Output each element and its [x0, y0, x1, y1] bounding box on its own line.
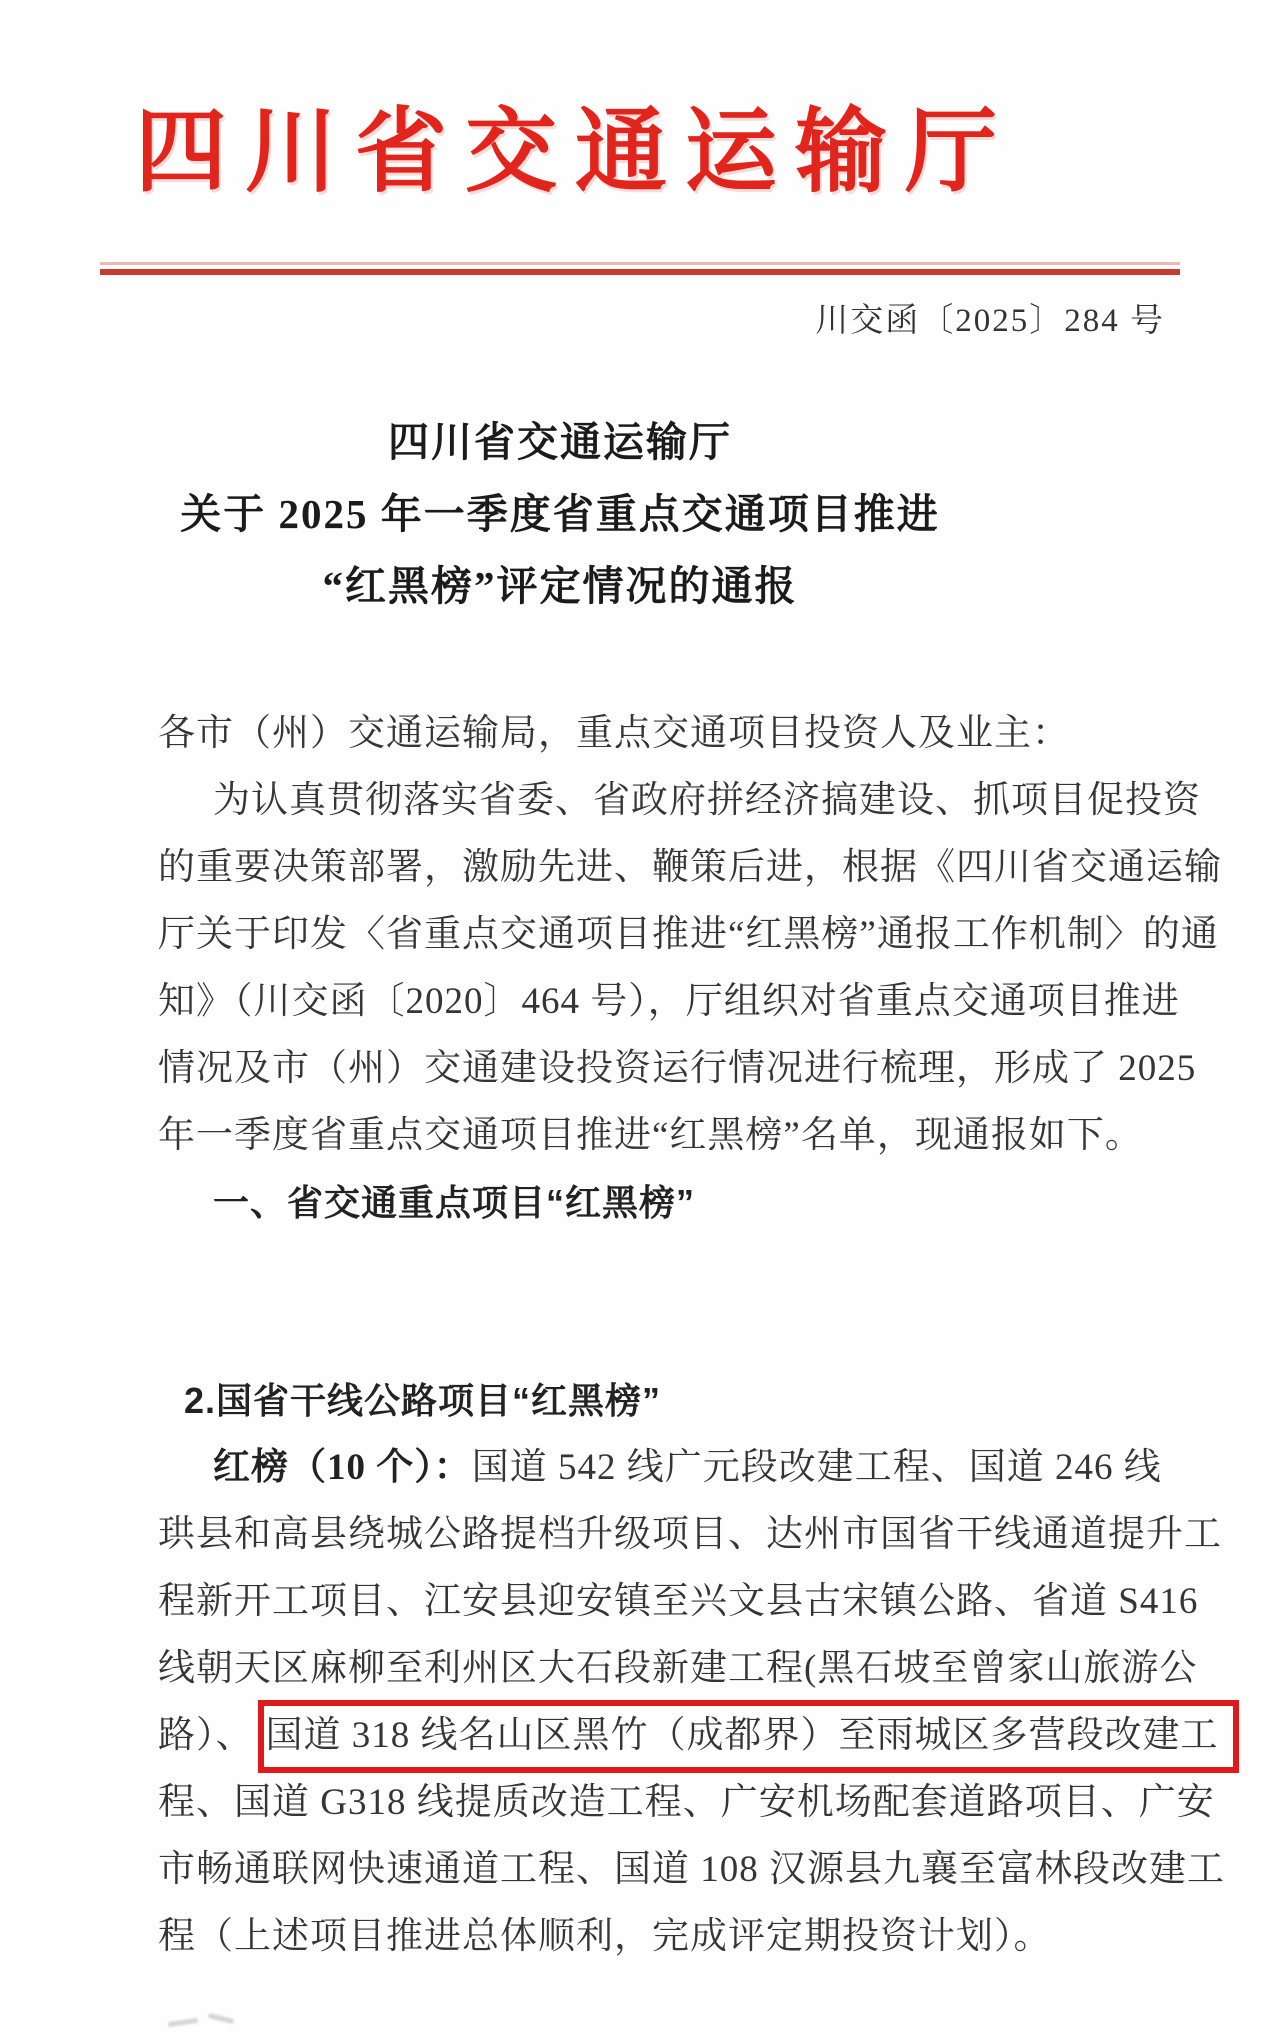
- salutation: 各市（州）交通运输局，重点交通项目投资人及业主：: [158, 713, 1070, 754]
- document-number: 川交函〔2025〕284 号: [815, 303, 1165, 339]
- red-list-line: 程新开工项目、江安县迎安镇至兴文县古宋镇公路、省道 S416: [158, 1581, 1199, 1622]
- red-list-line: 市畅通联网快速通道工程、国道 108 汉源县九襄至富林段改建工: [158, 1849, 1225, 1890]
- red-list-line: 程（上述项目推进总体顺利，完成评定期投资计划）。: [158, 1916, 1052, 1957]
- title-line-1: 四川省交通运输厅: [388, 419, 732, 465]
- red-list-line: 程、国道 G318 线提质改造工程、广安机场配套道路项目、广安: [158, 1782, 1215, 1823]
- red-list-line: 珙县和高县绕城公路提档升级项目、达州市国省干线通道提升工: [158, 1514, 1222, 1555]
- title-line-2: 关于 2025 年一季度省重点交通项目推进: [180, 491, 940, 537]
- paragraph-line: 的重要决策部署，激励先进、鞭策后进，根据《四川省交通运输: [158, 847, 1222, 888]
- red-list-line: 线朝天区麻柳至利州区大石段新建工程(黑石坡至曾家山旅游公: [158, 1648, 1198, 1689]
- cutoff-text-fragment: [168, 2010, 258, 2034]
- paragraph-line: 知》（川交函〔2020〕464 号），厅组织对省重点交通项目推进: [158, 981, 1180, 1022]
- masthead-divider-rule: [100, 262, 1180, 275]
- paragraph-line: 为认真贯彻落实省委、省政府拼经济搞建设、抓项目促投资: [213, 780, 1201, 821]
- red-list-label: 红榜（10 个）：: [213, 1447, 472, 1488]
- red-list-line-highlighted: [158, 1702, 1219, 1769]
- blank-gap: [158, 1236, 1168, 1367]
- paragraph-line: 年一季度省重点交通项目推进“红黑榜”名单，现通报如下。: [158, 1115, 1143, 1156]
- red-list-text: 国道 542 线广元段改建工程、国道 246 线: [471, 1447, 1162, 1488]
- masthead-org-name: 四川省交通运输厅: [135, 101, 1016, 203]
- title-line-3: “红黑榜”评定情况的通报: [322, 563, 798, 609]
- section-2-heading: 2.国省干线公路项目“红黑榜”: [184, 1380, 662, 1421]
- document-title: [0, 406, 1120, 622]
- red-list-text: 路）、: [158, 1715, 254, 1756]
- section-1-heading: 一、省交通重点项目“红黑榜”: [213, 1182, 696, 1223]
- highlight-box: 国道 318 线名山区黑竹（成都界）至雨城区多营段改建工: [258, 1700, 1239, 1773]
- document-body: [158, 700, 1225, 1970]
- red-list-line: [158, 1434, 1168, 1501]
- paragraph-line: 厅关于印发〈省重点交通项目推进“红黑榜”通报工作机制〉的通: [158, 914, 1219, 955]
- paragraph-line: 情况及市（州）交通建设投资运行情况进行梳理，形成了 2025: [158, 1048, 1197, 1089]
